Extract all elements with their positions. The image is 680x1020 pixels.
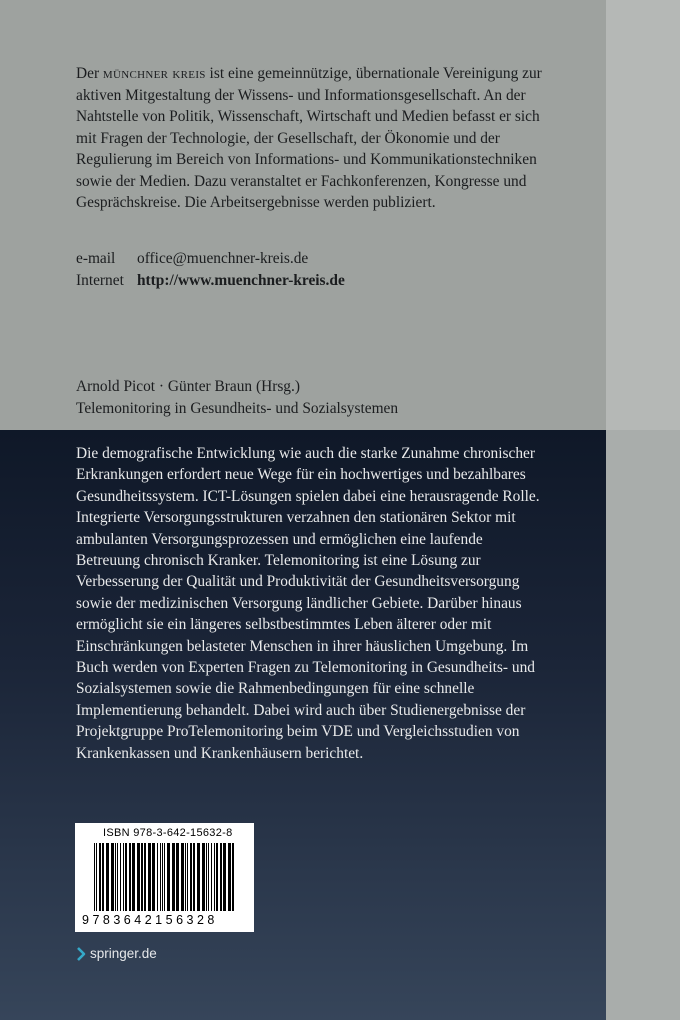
barcode-bar	[137, 843, 140, 911]
isbn-number: ISBN 978-3-642-15632-8	[103, 827, 233, 839]
book-info	[76, 376, 398, 419]
isbn-barcode	[75, 823, 254, 932]
side-strip-bottom	[606, 430, 680, 1020]
barcode-bar	[193, 843, 195, 911]
barcode-bar	[181, 843, 184, 911]
barcode-bar	[208, 843, 209, 911]
book-authors: Arnold Picot · Günter Braun (Hrsg.)	[76, 378, 300, 395]
barcode-bar	[141, 843, 143, 911]
barcode-bar	[190, 843, 192, 911]
barcode-bar	[202, 843, 205, 911]
barcode-bar	[220, 843, 222, 911]
barcode-bar	[144, 843, 146, 911]
ean-digits: 9783642156328	[82, 913, 218, 927]
barcode-bar	[152, 843, 155, 911]
barcode-bar	[96, 843, 97, 911]
barcode-bar	[157, 843, 158, 911]
barcode-bar	[164, 843, 165, 911]
barcode-bar	[172, 843, 175, 911]
publisher-link[interactable]	[76, 946, 157, 961]
barcode-bar	[120, 843, 121, 911]
email-row	[76, 248, 345, 270]
barcode-bar	[123, 843, 124, 911]
barcode-bar	[94, 843, 95, 911]
book-blurb: Die demografische Entwicklung wie auch die starke Zunahme chronischer Erkrankungen erfordert neue Wege für ein hochwertiges und bezahlbares Gesundheitssystem. ICT-Lösungen spielen dabei eine herausragende Rolle. Integrierte Versorgungsstrukturen verzahnen den stationären Sektor mit ambulanten Versorgungsprozessen und ermöglichen eine laufende Betreuung chronisch Kranker. Telemonitoring ist eine Lösung zur Verbesserung der Qualität und Produktivität der Gesundheitsversorgung sowie der medizinischen Versorgung ländlicher Gebiete. Darüber hinaus ermöglicht sie ein längeres selbstbestimmtes Leben älterer oder mit Einschränkungen belasteter Menschen in ihrer häuslichen Umgebung. Im Buch werden von Experten Fragen zu Telemonitoring in Gesundheits- und Sozialsystemen sowie die Rahmenbedingungen für eine schnelle Implementierung behandelt. Dabei wird auch über Studienergebnisse der Projektgruppe ProTelemonitoring beim VDE und Vergleichsstudien von Krankenkassen und Krankenhäusern berichtet.	[76, 445, 540, 762]
barcode-bar	[216, 843, 218, 911]
barcode-bar	[197, 843, 200, 911]
barcode-bar	[185, 843, 186, 911]
barcode-bar	[176, 843, 179, 911]
barcode-bar	[211, 843, 212, 911]
barcode-bar	[148, 843, 151, 911]
side-strip-top	[606, 0, 680, 430]
top-info-panel	[0, 0, 606, 430]
email-address: office@muenchner-kreis.de	[137, 250, 309, 267]
barcode-bar	[167, 843, 170, 911]
barcode-bar	[162, 843, 163, 911]
barcode-bar	[206, 843, 207, 911]
barcode-bar	[187, 843, 188, 911]
barcode-bar	[132, 843, 135, 911]
barcode-bar	[160, 843, 161, 911]
barcode-bar	[125, 843, 127, 911]
chevron-right-icon	[76, 947, 86, 961]
barcode-bar	[115, 843, 116, 911]
publisher-url: springer.de	[90, 946, 157, 961]
email-label: e-mail	[76, 250, 116, 267]
internet-row	[76, 270, 345, 292]
organization-description: Der münchner kreis ist eine gemeinnützige, übernationale Vereinigung zur aktiven Mitgestaltung der Wissens- und Informationsgesellschaft. An der Nahtstelle von Politik, Wissenschaft, Wirtschaft und Medien befasst er sich mit Fragen der Technologie, der Gesellschaft, der Ökonomie und der Regulierung im Bereich von Informations- und Kommunikationstechniken sowie der Medien. Dazu veranstaltet er Fachkonferenzen, Kongresse und Gesprächskreise. Die Arbeitsergebnisse werden publiziert.	[76, 65, 542, 211]
internet-label: Internet	[76, 271, 124, 289]
barcode-bar	[102, 843, 104, 911]
barcode-bar	[228, 843, 231, 911]
barcode-bar	[223, 843, 226, 911]
barcode-bar	[232, 843, 234, 911]
barcode-bar	[106, 843, 109, 911]
organization-name: münchner kreis	[102, 65, 206, 82]
barcode-bars	[92, 843, 238, 913]
contact-block	[76, 248, 345, 291]
barcode-bar	[117, 843, 118, 911]
barcode-bar	[129, 843, 131, 911]
barcode-bar	[99, 843, 101, 911]
barcode-bar	[111, 843, 114, 911]
barcode-bar	[214, 843, 215, 911]
book-title: Telemonitoring in Gesundheits- und Sozialsystemen	[76, 399, 399, 417]
website-url: http://www.muenchner-kreis.de	[137, 271, 345, 289]
